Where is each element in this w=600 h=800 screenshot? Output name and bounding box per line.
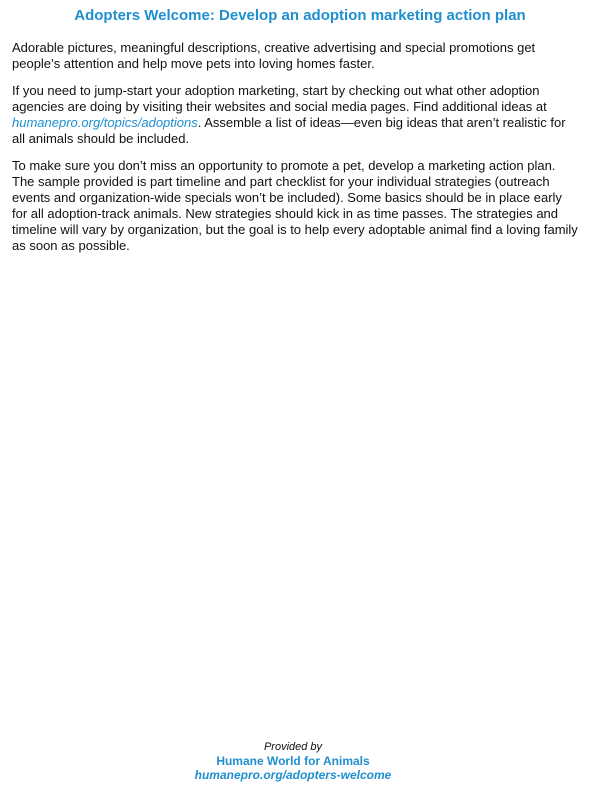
action-plan-paragraph: To make sure you don’t miss an opportunity to promote a pet, develop a marketing action plan. The sample provided is part timeline and part checklist for your individual strategies (outreach events and organization-wide specials won’t be included). Some basics should be in place early for all adoption-track animals. New strategies should kick in as time passes. The strategies and timeline will vary by organization, but the goal is to help every adoptable animal find a loving family as soon as possible.: [12, 158, 578, 253]
footer: [0, 740, 586, 782]
adoptions-topic-link[interactable]: humanepro.org/topics/adoptions: [12, 115, 198, 130]
adopters-welcome-link[interactable]: humanepro.org/adopters-welcome: [194, 768, 392, 782]
ideas-paragraph: [12, 83, 578, 147]
provided-by-label: Provided by: [263, 741, 323, 753]
ideas-paragraph-text-start: If you need to jump-start your adoption marketing, start by checking out what other adoption agencies are doing by visiting their websites and social media pages. Find additional ideas at: [12, 83, 547, 114]
organization-name: Humane World for Animals: [216, 754, 370, 768]
page-title: Adopters Welcome: Develop an adoption marketing action plan: [74, 7, 526, 24]
ideas-paragraph-text-end: . Assemble a list of ideas—even big ideas that aren’t realistic for all animals should be included.: [12, 115, 566, 146]
document-body: [12, 40, 578, 265]
intro-paragraph: Adorable pictures, meaningful descriptions, creative advertising and special promotions get people’s attention and help move pets into loving homes faster.: [12, 40, 536, 71]
